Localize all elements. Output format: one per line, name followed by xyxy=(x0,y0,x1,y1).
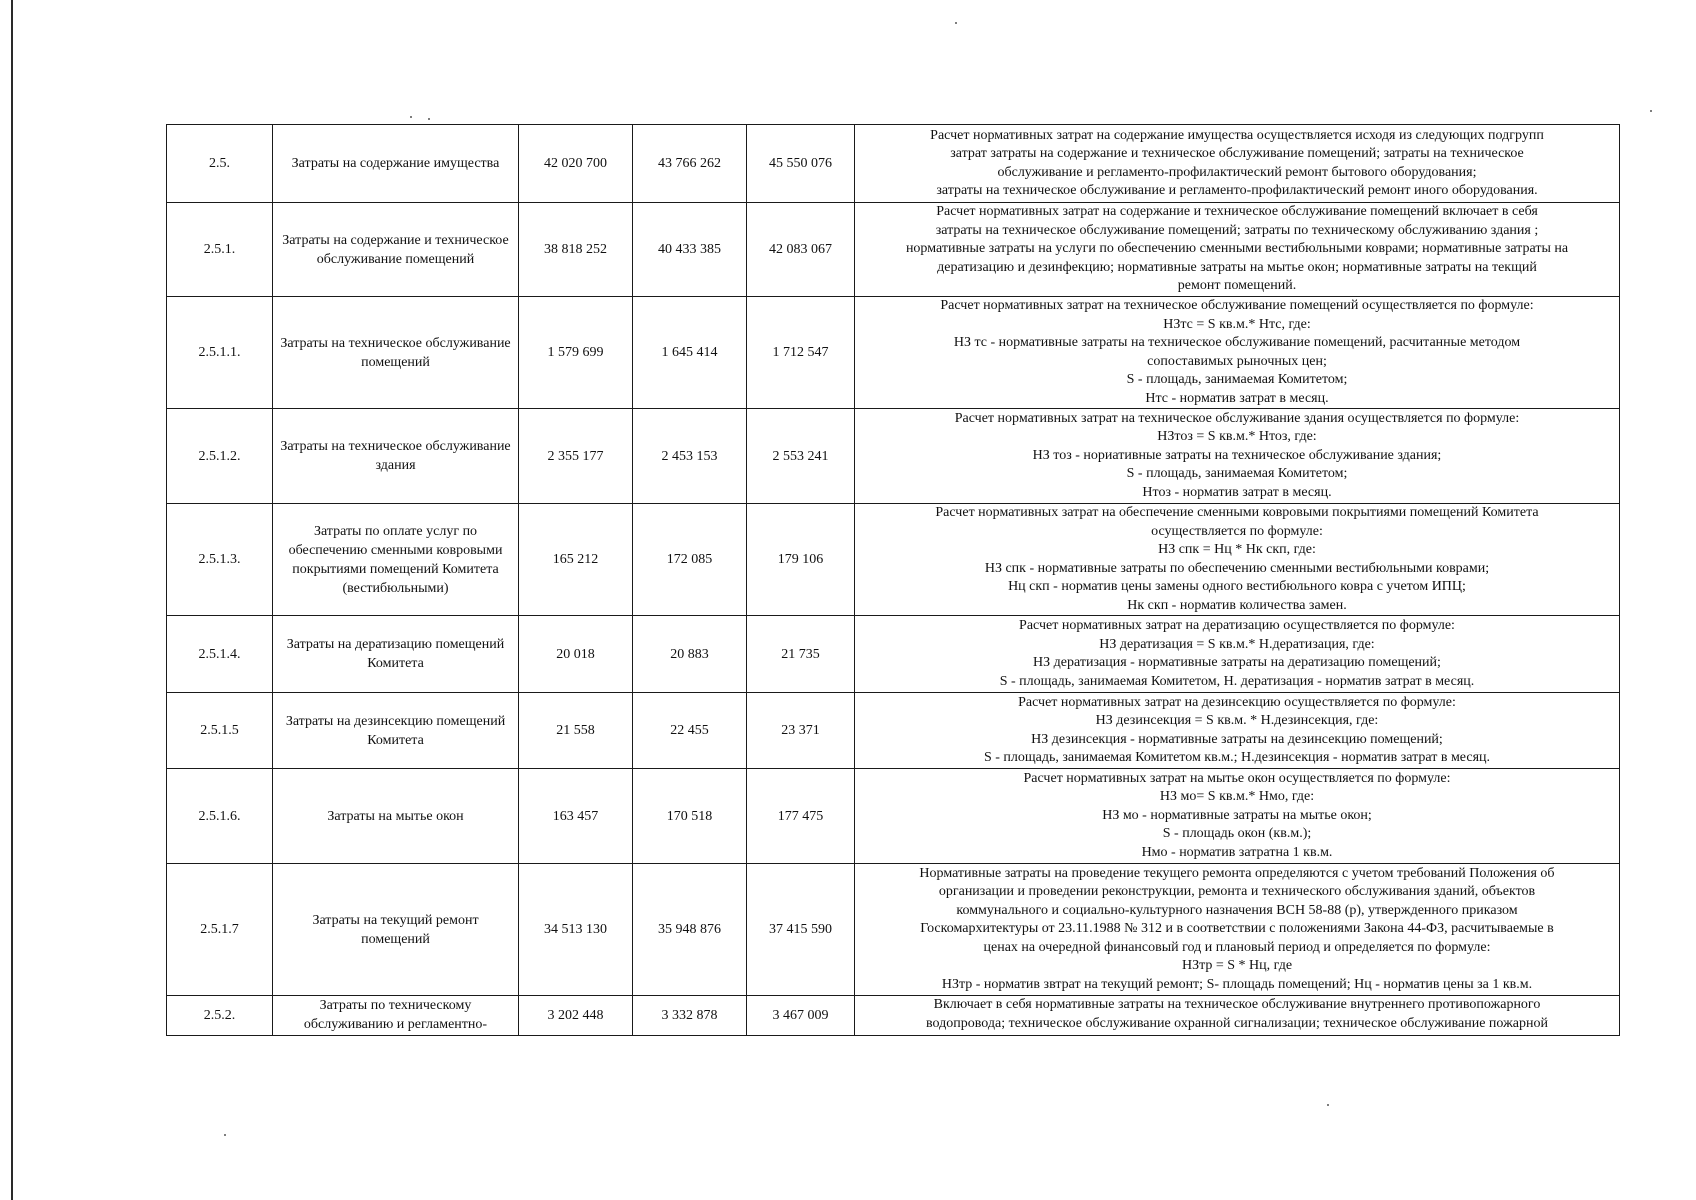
description-line: НЗ дератизация = S кв.м.* Н.дератизация, где: xyxy=(1099,636,1375,652)
row-year3-amount: 3 467 009 xyxy=(747,996,855,1036)
description-line: S - площадь окон (кв.м.); xyxy=(1162,826,1312,842)
row-description xyxy=(855,297,1620,409)
description-line: сопоставимых рыночных цен; xyxy=(1147,353,1327,369)
description-line: Расчет нормативных затрат на содержание имущества осуществляется исходя из следующих подгрупп xyxy=(930,127,1544,143)
table-row xyxy=(167,996,1620,1036)
row-year3-amount: 2 553 241 xyxy=(747,409,855,504)
row-year1-amount: 38 818 252 xyxy=(519,203,633,297)
description-line: S - площадь, занимаемая Комитетом; xyxy=(1126,372,1348,387)
description-line: НЗ мо= S кв.м.* Нмо, где: xyxy=(1159,789,1315,805)
row-year2-amount: 35 948 876 xyxy=(633,864,747,996)
description-line: Расчет нормативных затрат на дезинсекцию осуществляется по формуле: xyxy=(1018,694,1456,710)
row-year3-amount: 177 475 xyxy=(747,769,855,864)
row-year1-amount: 34 513 130 xyxy=(519,864,633,996)
table-row xyxy=(167,125,1620,203)
description-line: организации и проведении реконструкции, ремонта и технического обслуживания зданий, объектов xyxy=(938,884,1536,900)
row-description xyxy=(855,996,1620,1036)
description-line: Расчет нормативных затрат на содержание и техническое обслуживание помещений включает в себя xyxy=(936,204,1538,220)
description-line: Расчет нормативных затрат на техническое обслуживание здания осуществляется по формуле: xyxy=(954,410,1520,426)
description-line: водопровода; техническое обслуживание охранной сигнализации; техническое обслуживание пожарной xyxy=(926,1015,1548,1031)
row-code: 2.5.1.4. xyxy=(167,616,273,693)
row-description xyxy=(855,504,1620,616)
row-year1-amount: 20 018 xyxy=(519,616,633,693)
row-description xyxy=(855,864,1620,996)
description-line: нормативные затраты на услуги по обеспечению сменными вестибюльными коврами; нормативные затраты на xyxy=(905,241,1569,257)
row-code: 2.5.1.7 xyxy=(167,864,273,996)
table-row xyxy=(167,693,1620,769)
scan-speck xyxy=(410,116,412,118)
description-line: S - площадь, занимаемая Комитетом; xyxy=(1126,466,1348,482)
description-line: затраты на техническое обслуживание и регламенто-профилактический ремонт иного оборудования. xyxy=(936,183,1538,198)
row-code: 2.5.2. xyxy=(167,996,273,1036)
description-line: обслуживание и регламенто-профилактический ремонт бытового оборудования; xyxy=(997,164,1477,180)
row-name: Затраты на дезинсекцию помещений Комитета xyxy=(273,693,519,769)
row-year2-amount: 20 883 xyxy=(633,616,747,693)
scan-speck xyxy=(955,22,957,24)
scan-speck xyxy=(1650,110,1652,112)
row-code: 2.5.1. xyxy=(167,203,273,297)
row-name: Затраты на содержание и техническое обслуживание помещений xyxy=(273,203,519,297)
row-code: 2.5.1.5 xyxy=(167,693,273,769)
row-description xyxy=(855,693,1620,769)
description-line: затрат затраты на содержание и техническое обслуживание помещений; затраты на техническое xyxy=(950,146,1524,161)
table-row xyxy=(167,769,1620,864)
row-year2-amount: 2 453 153 xyxy=(633,409,747,504)
expense-norms-table xyxy=(166,124,1620,1036)
row-code: 2.5. xyxy=(167,125,273,203)
description-line: Включает в себя нормативные затраты на техническое обслуживание внутреннего противопожарного xyxy=(933,997,1541,1012)
description-line: ценах на очередной финансовый год и плановый период и определяется по формуле: xyxy=(983,939,1491,955)
table-row xyxy=(167,297,1620,409)
row-description xyxy=(855,769,1620,864)
description-line: Расчет нормативных затрат на дератизацию осуществляется по формуле: xyxy=(1019,618,1455,633)
row-year3-amount: 42 083 067 xyxy=(747,203,855,297)
row-year2-amount: 22 455 xyxy=(633,693,747,769)
table-row xyxy=(167,504,1620,616)
row-year2-amount: 40 433 385 xyxy=(633,203,747,297)
row-year3-amount: 179 106 xyxy=(747,504,855,616)
row-code: 2.5.1.6. xyxy=(167,769,273,864)
description-line: Нтс - норматив затрат в месяц. xyxy=(1145,390,1329,406)
description-line: S - площадь, занимаемая Комитетом, Н. дератизация - норматив затрат в месяц. xyxy=(999,673,1475,689)
scan-speck xyxy=(428,118,430,120)
row-name: Затраты на техническое обслуживание помещений xyxy=(273,297,519,409)
row-year1-amount: 2 355 177 xyxy=(519,409,633,504)
description-line: НЗ тс - нормативные затраты на техническое обслуживание помещений, расчитанные методом xyxy=(953,335,1521,350)
row-description xyxy=(855,203,1620,297)
scan-speck xyxy=(1327,1104,1329,1106)
description-line: S - площадь, занимаемая Комитетом кв.м.; Н.дезинсекция - норматив затрат в месяц. xyxy=(983,750,1491,765)
description-line: НЗ тоз - нориативные затраты на техническое обслуживание здания; xyxy=(1032,447,1442,463)
table-row xyxy=(167,616,1620,693)
row-year1-amount: 165 212 xyxy=(519,504,633,616)
row-year1-amount: 163 457 xyxy=(519,769,633,864)
row-year1-amount: 3 202 448 xyxy=(519,996,633,1036)
description-line: НЗ спк - нормативные затраты по обеспечению сменными вестибюльными коврами; xyxy=(984,560,1490,576)
row-name: Затраты на содержание имущества xyxy=(273,125,519,203)
binding-edge-line xyxy=(11,0,13,1200)
row-name: Затраты на текущий ремонт помещений xyxy=(273,864,519,996)
table-row xyxy=(167,409,1620,504)
description-line: Нтоз - норматив затрат в месяц. xyxy=(1142,484,1332,500)
row-code: 2.5.1.1. xyxy=(167,297,273,409)
description-line: Нк скп - норматив количества замен. xyxy=(1127,597,1347,613)
row-year1-amount: 1 579 699 xyxy=(519,297,633,409)
row-description xyxy=(855,409,1620,504)
row-code: 2.5.1.3. xyxy=(167,504,273,616)
table-row xyxy=(167,203,1620,297)
description-line: осуществляется по формуле: xyxy=(1151,523,1323,539)
scan-speck xyxy=(224,1134,226,1136)
row-year2-amount: 172 085 xyxy=(633,504,747,616)
description-line: затраты на техническое обслуживание помещений; затраты по техническому обслуживанию здания ; xyxy=(935,222,1539,238)
row-description xyxy=(855,616,1620,693)
row-name: Затраты по техническому обслуживанию и регламентно- xyxy=(273,996,519,1036)
row-description xyxy=(855,125,1620,203)
description-line: НЗтс = S кв.м.* Нтс, где: xyxy=(1163,316,1311,332)
description-line: НЗ мо - нормативные затраты на мытье окон; xyxy=(1102,807,1372,823)
description-line: Расчет нормативных затрат на обеспечение сменными ковровыми покрытиями помещений Комитета xyxy=(935,505,1539,520)
description-line: Нц скп - норматив цены замены одного вестибюльного ковра с учетом ИПЦ; xyxy=(1008,579,1466,594)
description-line: НЗ дезинсекция = S кв.м. * Н.дезинсекция, где: xyxy=(1095,713,1379,728)
table-body xyxy=(167,125,1620,1036)
description-line: Нормативные затраты на проведение текущего ремонта определяются с учетом требований Положения об xyxy=(919,865,1555,881)
description-line: дератизацию и дезинфекцию; нормативные затраты на мытье окон; нормативные затраты на текщий xyxy=(937,259,1537,275)
description-line: коммунального и социально-культурного назначения ВСН 58-88 (р), утвержденного приказом xyxy=(956,902,1518,918)
row-year2-amount: 43 766 262 xyxy=(633,125,747,203)
description-line: ремонт помещений. xyxy=(1177,278,1297,294)
row-year3-amount: 23 371 xyxy=(747,693,855,769)
row-year2-amount: 3 332 878 xyxy=(633,996,747,1036)
row-year2-amount: 170 518 xyxy=(633,769,747,864)
row-year3-amount: 1 712 547 xyxy=(747,297,855,409)
description-line: Расчет нормативных затрат на мытье окон осуществляется по формуле: xyxy=(1023,770,1451,786)
description-line: НЗтр = S * Нц, где xyxy=(1181,958,1293,974)
row-name: Затраты на мытье окон xyxy=(273,769,519,864)
description-line: Нмо - норматив затратна 1 кв.м. xyxy=(1141,844,1333,860)
description-line: Госкомархитектуры от 23.11.1988 № 312 и в соответствии с положениями Закона 44-ФЗ, расчитываемые в xyxy=(920,921,1554,937)
row-year2-amount: 1 645 414 xyxy=(633,297,747,409)
description-line: НЗ спк = Нц * Нк скп, где: xyxy=(1158,542,1316,557)
row-year1-amount: 21 558 xyxy=(519,693,633,769)
row-year3-amount: 21 735 xyxy=(747,616,855,693)
row-name: Затраты по оплате услуг по обеспечению сменными ковровыми покрытиями помещений Комитета (вестибюльными) xyxy=(273,504,519,616)
row-name: Затраты на техническое обслуживание здания xyxy=(273,409,519,504)
description-line: Расчет нормативных затрат на техническое обслуживание помещений осуществляется по формуле: xyxy=(940,298,1534,313)
description-line: НЗ дератизация - нормативные затраты на дератизацию помещений; xyxy=(1033,655,1441,670)
row-code: 2.5.1.2. xyxy=(167,409,273,504)
row-year3-amount: 45 550 076 xyxy=(747,125,855,203)
row-year1-amount: 42 020 700 xyxy=(519,125,633,203)
row-name: Затраты на дератизацию помещений Комитета xyxy=(273,616,519,693)
table-row xyxy=(167,864,1620,996)
description-line: НЗтр - норматив звтрат на текущий ремонт; S- площадь помещений; Нц - норматив цены за 1 кв.м. xyxy=(941,976,1533,992)
description-line: НЗ дезинсекция - нормативные затраты на дезинсекцию помещений; xyxy=(1031,731,1443,747)
row-year3-amount: 37 415 590 xyxy=(747,864,855,996)
description-line: НЗтоз = S кв.м.* Нтоз, где: xyxy=(1157,429,1317,445)
